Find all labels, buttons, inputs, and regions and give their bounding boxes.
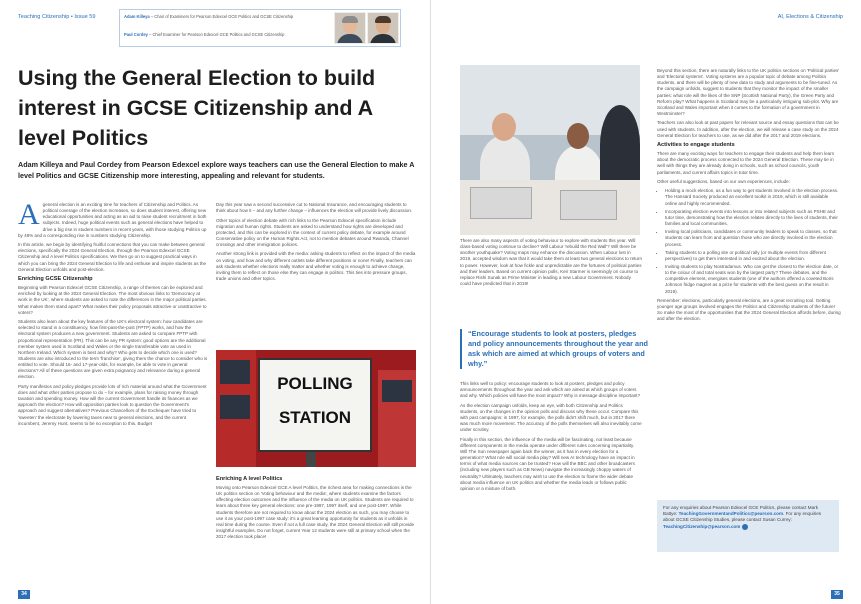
contact-email-politics[interactable]: TeachingGovernmentandPolitics@pearson.com	[678, 511, 784, 517]
list-item: • Holding a mock election, as a fun way to get students involved in the election process. The Hansard Society produced an excellent toolkit in 2019, which is still available online and highly recommended.	[665, 188, 841, 206]
author-2-name: Paul Cordey	[124, 32, 148, 37]
right-page-number: 35	[831, 590, 843, 599]
contact-text-2: . For any enquiries about GCSE Citizenship Studies, please contact Susan Currey:	[663, 511, 822, 523]
author-2-role: – Chief Examiner for Pearson Edexcel GCE Politics and GCSE Citizenship	[147, 32, 285, 37]
author-2	[124, 32, 329, 37]
article-title: Using the General Election to build interest in GCSE Citizenship and A level Politics	[18, 66, 376, 150]
author-2-photo	[367, 12, 399, 44]
right-column-1	[460, 238, 642, 290]
section-heading-gcse: Enriching GCSE Citizenship	[18, 276, 93, 283]
polling-station-photo	[216, 350, 416, 467]
section-heading-alevel: Enriching A level Politics	[216, 476, 283, 482]
list-item: • Inviting local politicians, candidates or community leaders to speak to classes, so that students can learn from and question those who are directly involved in the election process.	[665, 229, 841, 247]
list-item: • Incorporating election events into lessons or into related subjects such as PSHE and tutor time, demonstrating how the election relates directly to the lives of students, their families and local communities.	[665, 209, 841, 227]
list-item: • Taking students to a polling site or political rally (or multiple events from different perspectives) to get them interested in and excited about the election.	[665, 250, 841, 262]
paragraph: Another strong link is provided with the media: asking students to reflect on the impact of the media on voting, and how and why different outlets take different positions or none! Finally, teachers can ask students whether elections really matter and whether voting is enough to achieve change, inviting them to reflect on those else they can engage in politics. This ties into pressure groups, trade unions and other topics.	[216, 251, 416, 282]
paragraph: There are also many aspects of voting behaviour to explore with students this year. Will class-based voting continue to decline? Will Labour 'rebuild the Red Wall'? Will there be another youthquake? Voting maps may enhance the discussion. When Labour lost in 2019, accepted wisdom was that it would take them at least two general elections to return to power. However, look at how fickle and unpredictable are the fortunes of political parties and their leaders. Based on current opinion polls, Keir Starmer is seemingly on course to replace Rishi Sunak as Prime Minister in leading a new Labour Government. Nobody could have predicted that in 2019!	[460, 238, 642, 287]
paragraph: As the election campaign unfolds, keep an eye, with both Citizenship and Politics students, on the changes in the opinion polls and discuss why these occur. Compare this with past campaigns: in 1997, for example, the polls didn't shift much, but in 2017 there was much more movement. The accuracy of the polls themselves will also inevitably come under scrutiny.	[460, 402, 642, 433]
left-column-2-lower	[216, 473, 416, 544]
author-box	[119, 9, 401, 47]
contact-text-1: For any enquiries about Pearson Edexcel GCE Politics, please contact Mark Battye:	[663, 505, 818, 517]
right-column-2	[657, 68, 841, 326]
paragraph: Other topics of election debate with rich links to the Pearson Edexcel specification include migration and human rights. Students are asked to understand how rights are developed and protected, and this can be explored in the context of current policy debate, for example around Conservative policy on the Human Rights Act, not to mention debates around Rwanda, Channel crossings and other immigration policies.	[216, 217, 409, 248]
arrow-circle-icon	[742, 524, 748, 530]
paragraph: Moving onto Pearson Edexcel GCE A level Politics, the richest area for making connections is the UK politics section on 'Voting behaviour and the media', where students examine the factors affecting election outcomes and the influence of the media on UK politics. Students are required to learn about three key general elections: one pre-1997, 1997 itself, and one post-1997. While students therefore are not required to know about the 2024 election as such, you may choose to use it as your post-1997 case study: it's a great learning opportunity for students as it unfolds in real time during the course. Even if not a full case study, the 2024 General Election will still provide insightful examples. Do not forget, current Year 12 students were still at primary school when the 2017 election took place!	[216, 485, 415, 540]
paragraph: Teachers can also look at past papers for relevant source and essay questions that can be used with students. In addition, after the election, we will release a case study on the 2024 General Election for teachers to use, as we did after the 2017 and 2019 elections.	[657, 120, 839, 138]
paragraph: Party manifestos and policy pledges provide lots of rich material around what the Government does and what other parties propose to do – for example, plans for raising money through taxation and spending money. How will the current Government handle its finances as we approach the election? How will opposition parties look to question the Government's approach and suggest alternatives? Previous Chancellors of the Exchequer have tried to 'sweeten' the electorate by lowering taxes near to general elections, and the current incumbent, Jeremy Hunt, seems to be no exception to this. Budget	[18, 383, 207, 426]
paragraph: Beginning with Pearson Edexcel GCSE Citizenship, a range of themes can be explored and enriched by looking at the 2024 General Election. The most obvious links to 'Democracy at work in the UK', where students are asked to note the differences in the major political parties. What makes them stand apart? What makes their policy proposals attractive or unattractive to voters?	[18, 285, 207, 315]
paragraph: Finally in this section, the influence of the media will be fascinating, not least because different components in the media operate under different rules concerning impartiality. Will The Sun newspaper again back the winner, as it has in every election for a generation? What role will social media play? Will new AI technology have an impact in terms of what media sources can be trusted? How will the BBC and other broadcasters (including new players such as GB News) navigate the increasingly choppy waters of neutrality? Ultimately, teachers may wish to use the election to frame the wider debate about media influence on UK politics and whether the media leads or follows public opinion or a mixture of both.	[460, 436, 635, 491]
pull-quote: “Encourage students to look at posters, pledges and policy announcements throughout the year and ask which are aimed at which groups of voters and why.”	[460, 329, 648, 369]
classroom-photo	[460, 65, 640, 235]
left-running-header: Teaching Citizenship • Issue 59	[18, 14, 96, 20]
paragraph: There are many exciting ways for teachers to engage their students and help them learn about the democratic process connected to the 2024 General Election. These may tie in well with things they are already doing in schools, such as school councils, youth parliaments, and current affairs topics in tutor time.	[657, 151, 835, 175]
sign-text-line2: STATION	[278, 408, 352, 427]
section-heading-activities: Activities to engage students	[657, 142, 735, 149]
author-1-name: Adam Killeya	[124, 14, 150, 19]
right-running-header: AI, Elections & Citizenship	[777, 14, 843, 20]
article-standfirst: Adam Killeya and Paul Cordey from Pearson Edexcel explore ways teachers can use the General Election to make A level Politics and GCSE Citizenship more interesting, appealing and relevant for students.	[18, 160, 415, 180]
paragraph: This links well to policy: encourage students to look at posters, pledges and policy announcements throughout the year and ask which are aimed at which groups of voters and why. Which policies will have the most impact? Why is message discipline important?	[460, 381, 641, 399]
intro-text: general election is an exciting time for teachers of Citizenship and Politics. As political coverage of the election increases, so does student interest, offering new educational opportunities and acting as an aid to raise student recruitment in both subjects. Indeed, huge political events such as general elections have helped to drive a big rise in student numbers in recent years, with those studying Politics up by 48% and a corresponding rise in numbers studying Citizenship.	[18, 202, 207, 238]
intro-paragraph	[18, 198, 208, 239]
contact-email-citizenship[interactable]: TeachingCitizenship@pearson.com	[663, 523, 741, 529]
drop-cap: A	[18, 198, 40, 231]
right-column-1-lower	[460, 381, 642, 495]
paragraph: In this article, we begin by identifying fruitful connections that you can make between general elections, specifically the 2024 General Election, through the Pearson Edexcel GCSE Citizenship and A level Politics specifications. We then go on to suggest practical ways in which you can bring the 2024 General Election to life and enthuse and inspire students as the General Election unfolds and post-election.	[18, 242, 207, 272]
sign-text-line1: POLLING	[277, 374, 353, 393]
contact-box	[657, 500, 839, 552]
list-item: • Inviting students to play Nostradamus. Who can get the closest to the election date, or to the colour of and total seats won by the largest party? These debates, and the competitive element, energises students (one of the authors offered a coveted Boris Johnson fridge magnet as a prize for students with the best guess on the result in 2019).	[665, 264, 841, 295]
polling-sign	[258, 358, 372, 452]
left-column-1	[18, 198, 208, 430]
paragraph: Day this year saw a second successive cut to National Insurance, and encouraging students to think about how it – and any further change – influences the election will provide lively discussion.	[216, 202, 413, 214]
paragraph: Remember: elections, particularly general elections, are a great recruiting tool. Getting younger age groups involved engages the Politics and Citizenship students of the future! So make the most of the opportunities that the 2024 General Election affords before, during and after the election.	[657, 297, 841, 322]
activities-list	[657, 188, 841, 295]
author-1-photo	[334, 12, 366, 44]
author-1	[124, 14, 329, 19]
paragraph: Other useful suggestions, based on our own experiences, include:	[657, 178, 790, 184]
paragraph: Beyond this section, there are naturally links to the UK politics sections on 'Political parties' and 'Electoral systems'. Voting systems are a popular topic of debate among Politics students, and there will be plenty of new data to study and arguments to be fine-tuned. As the campaign unfolds, suggest to students that they monitor the impact of the smaller parties: what role will the likes of the SNP (Scottish National Party), the Green Party and Reform play? What happens in Scotland may be a particularly intriguing sub-plot. Why are Scotland and Wales important when it comes to the formation of a government in Westminster?	[657, 68, 840, 117]
author-1-role: – Chair of Examiners for Pearson Edexcel GCE Politics and GCSE Citizenship	[149, 14, 294, 19]
left-page-number: 34	[18, 590, 30, 599]
left-column-2	[216, 202, 416, 285]
paragraph: Students also learn about the key features of the UK's electoral system: how candidates are selected to stand in a constituency, how first-past-the-post (FPTP) works, and how the electoral system produces a new government. Students are asked to compare FPTP with proportional representation (PR). This can be any PR system: good options are the additional member system used in Scotland and Wales or the single transferable vote as used in Northern Ireland. Which system is best and why? Who gets to decide which one is used? Students are also introduced to the term 'franchise', giving them the chance to consider who is entitled to vote. Should 16- and 17-year-olds, for example, be able to vote in general elections? All of these questions are given extra poignancy and relevance during a general election.	[18, 319, 208, 380]
